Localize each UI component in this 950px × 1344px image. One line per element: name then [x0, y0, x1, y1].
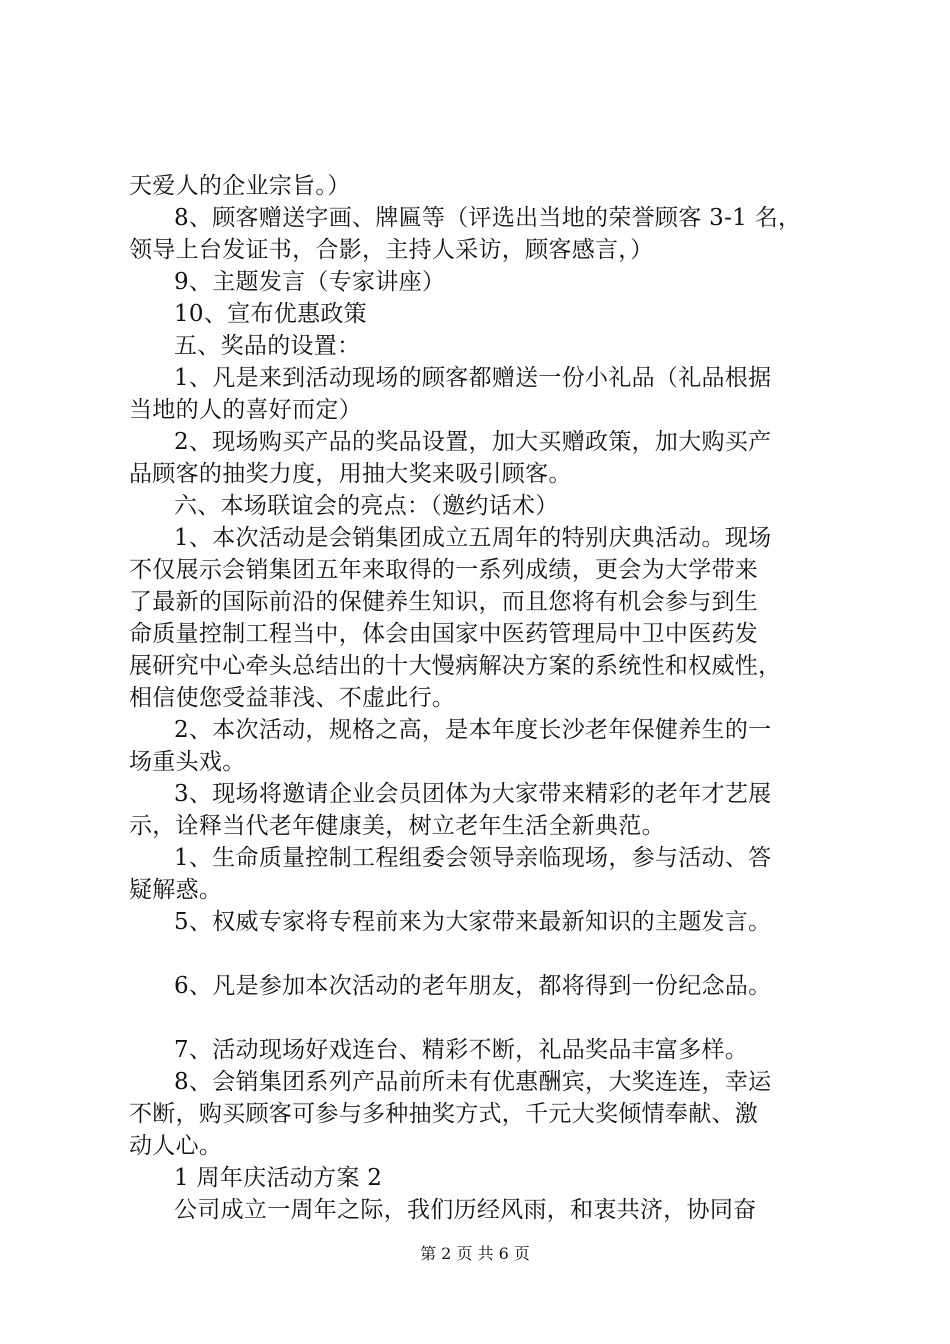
text-line: 1、生命质量控制工程组委会领导亲临现场，参与活动、答	[174, 845, 772, 871]
page-number-footer: 第 2 页 共 6 页	[420, 1244, 530, 1263]
text-line: 不断，购买顾客可参与多种抽奖方式，千元大奖倾情奉献、激	[129, 1101, 759, 1127]
text-line: 展研究中心牵头总结出的十大慢病解决方案的系统性和权威性，	[129, 653, 782, 679]
text-line: 2、本次活动，规格之高，是本年度长沙老年保健养生的一	[174, 717, 772, 743]
text-line: 相信使您受益菲浅、不虚此行。	[129, 685, 456, 711]
text-line: 5、权威专家将专程前来为大家带来最新知识的主题发言。	[174, 909, 772, 935]
text-line: 9、主题发言（专家讲座）	[174, 269, 446, 295]
text-line: 品顾客的抽奖力度，用抽大奖来吸引顾客。	[129, 461, 572, 487]
blank-line	[129, 1002, 834, 1034]
text-line: 1、凡是来到活动现场的顾客都赠送一份小礼品（礼品根据	[174, 365, 772, 391]
text-line: 公司成立一周年之际，我们历经风雨，和衷共济，协同奋	[174, 1197, 757, 1223]
section-heading: 1 周年庆活动方案 2	[174, 1165, 383, 1191]
text-line: 8、顾客赠送字画、牌匾等（评选出当地的荣誉顾客 3-1 名，	[174, 205, 802, 231]
text-line: 8、会销集团系列产品前所未有优惠酬宾，大奖连连，幸运	[174, 1069, 772, 1095]
text-line: 2、现场购买产品的奖品设置，加大买赠政策，加大购买产	[174, 429, 772, 455]
text-line: 天爱人的企业宗旨。）	[129, 173, 351, 199]
text-line: 不仅展示会销集团五年来取得的一系列成绩，更会为大学带来	[129, 557, 759, 583]
body-text	[129, 170, 834, 1226]
text-line: 当地的人的喜好而定）	[129, 397, 362, 423]
text-line: 1、本次活动是会销集团成立五周年的特别庆典活动。现场	[174, 525, 772, 551]
text-line: 10、宣布优惠政策	[174, 301, 367, 327]
text-line: 命质量控制工程当中，体会由国家中医药管理局中卫中医药发	[129, 621, 759, 647]
text-line: 7、活动现场好戏连台、精彩不断，礼品奖品丰富多样。	[174, 1037, 749, 1063]
section-heading: 六、本场联谊会的亮点：（邀约话术）	[174, 493, 559, 519]
text-line: 场重头戏。	[129, 749, 246, 775]
text-line: 示，诠释当代老年健康美，树立老年生活全新典范。	[129, 813, 665, 839]
text-line: 领导上台发证书，合影，主持人采访，顾客感言，）	[129, 237, 654, 263]
blank-line	[129, 938, 834, 970]
text-line: 了最新的国际前沿的保健养生知识，而且您将有机会参与到生	[129, 589, 759, 615]
text-line: 6、凡是参加本次活动的老年朋友，都将得到一份纪念品。	[174, 973, 772, 999]
text-line: 疑解惑。	[129, 877, 223, 903]
section-heading: 五、奖品的设置：	[174, 333, 361, 359]
text-line: 动人心。	[129, 1133, 223, 1159]
text-line: 3、现场将邀请企业会员团体为大家带来精彩的老年才艺展	[174, 781, 772, 807]
